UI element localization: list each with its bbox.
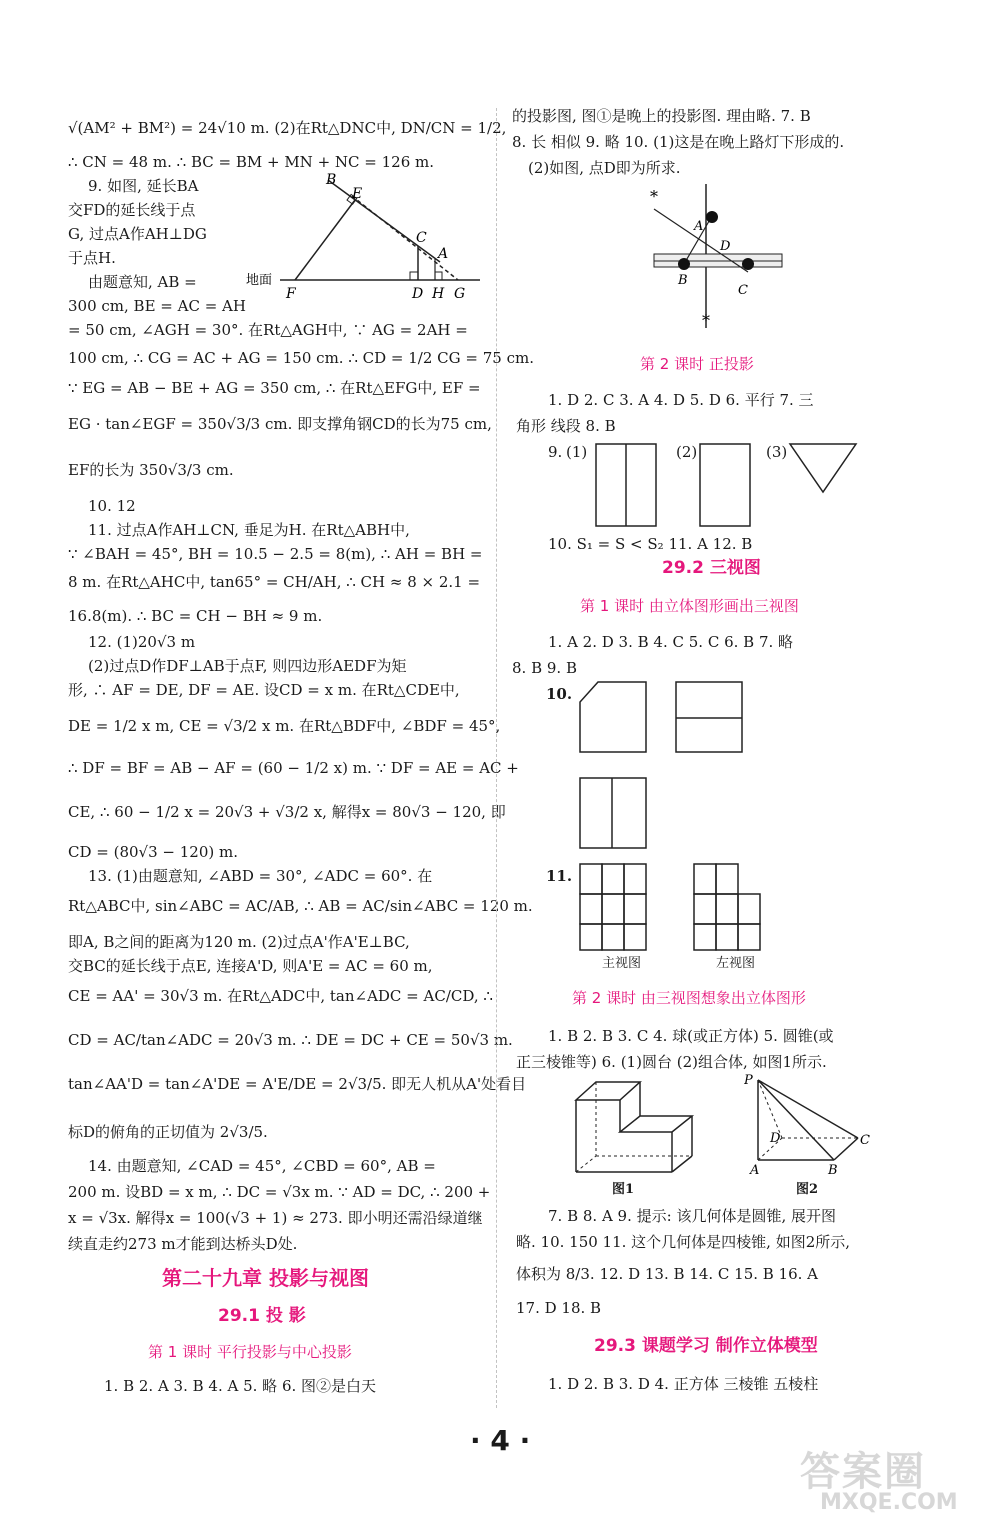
text-line: = 50 cm, ∠AGH = 30°. 在Rt△AGH中, ∵ AG = 2AH = (68, 321, 468, 339)
svg-text:B: B (828, 1163, 838, 1178)
text-line: 于点H. (68, 249, 116, 267)
text-line: 16.8(m). ∴ BC = CH − BH ≈ 9 m. (68, 607, 323, 625)
text-line: 1. D 2. B 3. D 4. 正方体 三棱锥 五棱柱 (548, 1375, 819, 1393)
lesson-title: 第 1 课时 平行投影与中心投影 (148, 1343, 352, 1361)
text-line: CE = AA' = 30√3 m. 在Rt△ADC中, tan∠ADC = AC/CD, ∴ (68, 987, 493, 1005)
question-number: 11. (546, 867, 573, 885)
text-line: 即A, B之间的距离为120 m. (2)过点A'作A'E⊥BC, (68, 933, 410, 951)
fig-label: (1) (566, 443, 588, 461)
label-e: E (352, 186, 363, 202)
view-label: 左视图 (716, 956, 756, 971)
section-title: 29.2 三视图 (662, 558, 761, 578)
chapter-title: 第二十九章 投影与视图 (162, 1266, 369, 1290)
text-line: CD = AC/tan∠ADC = 20√3 m. ∴ DE = DC + CE = 50√3 m. (68, 1031, 513, 1049)
text-line: 的投影图, 图①是晚上的投影图. 理由略. 7. B (512, 107, 811, 125)
svg-text:*: * (650, 187, 658, 206)
text-line: 1. B 2. A 3. B 4. A 5. 略 6. 图②是白天 (104, 1377, 377, 1395)
text-line: (2)过点D作DF⊥AB于点F, 则四边形AEDF为矩 (88, 657, 407, 675)
text-line: tan∠AA'D = tan∠A'DE = A'E/DE = 2√3/5. 即无人机从A'处看目 (68, 1075, 527, 1093)
text-line: 10. 12 (88, 497, 136, 515)
text-line: ∵ EG = AB − BE + AG = 350 cm, ∴ 在Rt△EFG中, EF = (68, 379, 481, 397)
svg-text:A: A (750, 1163, 760, 1178)
lesson-title: 第 2 课时 由三视图想象出立体图形 (572, 989, 806, 1007)
text-line: 体积为 8/3. 12. D 13. B 14. C 15. B 16. A (516, 1265, 819, 1283)
text-line: 13. (1)由题意知, ∠ABD = 30°, ∠ADC = 60°. 在 (88, 867, 433, 885)
text-line: (2)如图, 点D即为所求. (528, 159, 681, 177)
text-line: Rt△ABC中, sin∠ABC = AC/AB, ∴ AB = AC/sin∠ABC = 120 m. (68, 897, 533, 915)
text-line: 略. 10. 150 11. 这个几何体是四棱锥, 如图2所示, (516, 1233, 851, 1251)
q11-views (578, 860, 838, 954)
figure-caption: 图1 (612, 1182, 635, 1197)
figure-2-pyramid (744, 1072, 884, 1178)
svg-text:B: B (678, 273, 688, 288)
label-f: F (286, 286, 296, 300)
section-title: 29.1 投 影 (218, 1306, 306, 1326)
label-d: D (412, 286, 424, 300)
text-line: √(AM² + BM²) = 24√10 m. (2)在Rt△DNC中, DN/CN = 1/2, (68, 119, 507, 137)
text-line: G, 过点A作AH⊥DG (68, 225, 207, 243)
triangle-figure (240, 166, 490, 300)
fig-label: (2) (676, 443, 698, 461)
question-number: 10. (546, 685, 573, 703)
text-line: 1. B 2. B 3. C 4. 球(或正方体) 5. 圆锥(或 (548, 1027, 834, 1045)
text-line: CE, ∴ 60 − 1/2 x = 20√3 + √3/2 x, 解得x = 80√3 − 120, 即 (68, 803, 506, 821)
label-a: A (438, 246, 449, 262)
text-line: 8 m. 在Rt△AHC中, tan65° = CH/AH, ∴ CH ≈ 8 × 2.1 = (68, 573, 481, 591)
text-line: ∴ DF = BF = AB − AF = (60 − 1/2 x) m. ∵ DF = AE = AC + (68, 759, 519, 777)
text-line: 1. A 2. D 3. B 4. C 5. C 6. B 7. 略 (548, 633, 794, 651)
text-line: 200 m. 设BD = x m, ∴ DC = √3x m. ∵ AD = DC, ∴ 200 + (68, 1183, 491, 1201)
text-line: ∵ ∠BAH = 45°, BH = 10.5 − 2.5 = 8(m), ∴ AH = BH = (68, 545, 483, 563)
streetlight-figure (640, 184, 790, 334)
text-line: 100 cm, ∴ CG = AC + AG = 150 cm. ∴ CD = 1/2 CG = 75 cm. (68, 349, 534, 367)
watermark-logo: 答案圈 (800, 1449, 926, 1495)
lesson-title: 第 2 课时 正投影 (640, 355, 754, 373)
svg-text:D: D (770, 1131, 781, 1146)
figure-1-solid (570, 1078, 720, 1178)
text-line: 交FD的延长线于点 (68, 201, 196, 219)
lesson-title: 第 1 课时 由立体图形画出三视图 (580, 597, 799, 615)
svg-text:C: C (860, 1133, 870, 1148)
text-line: 9. (548, 443, 563, 461)
svg-text:D: D (720, 239, 731, 254)
text-line: 7. B 8. A 9. 提示: 该几何体是圆锥, 展开图 (548, 1207, 836, 1225)
text-line: 交BC的延长线于点E, 连接A'D, 则A'E = AC = 60 m, (68, 957, 433, 975)
label-c: C (416, 230, 427, 246)
label-g: G (454, 286, 466, 300)
text-line: 由题意知, AB = (88, 273, 197, 291)
svg-text:C: C (738, 283, 748, 298)
text-line: DE = 1/2 x m, CE = √3/2 x m. 在Rt△BDF中, ∠BDF = 45°, (68, 717, 501, 735)
column-divider (496, 108, 497, 1408)
label-b: B (326, 172, 337, 188)
view-label: 主视图 (602, 956, 642, 971)
svg-text:P: P (744, 1073, 753, 1088)
q9-views (590, 440, 890, 530)
text-line: 正三棱锥等) 6. (1)圆台 (2)组合体, 如图1所示. (516, 1053, 827, 1071)
text-line: EF的长为 350√3/3 cm. (68, 461, 234, 479)
page-number: · 4 · (470, 1424, 531, 1457)
text-line: 1. D 2. C 3. A 4. D 5. D 6. 平行 7. 三 (548, 391, 814, 409)
text-line: 300 cm, BE = AC = AH (68, 297, 246, 315)
svg-text:A: A (694, 219, 704, 234)
watermark-url: MXQE.COM (820, 1490, 958, 1515)
text-line: 17. D 18. B (516, 1299, 602, 1317)
text-line: EG · tan∠EGF = 350√3/3 cm. 即支撑角钢CD的长为75 cm, (68, 415, 492, 433)
text-line: 形, ∴ AF = DE, DF = AE. 设CD = x m. 在Rt△CDE中, (68, 681, 460, 699)
svg-text:*: * (702, 311, 710, 330)
text-line: 8. 长 相似 9. 略 10. (1)这是在晚上路灯下形成的. (512, 133, 845, 151)
text-line: 11. 过点A作AH⊥CN, 垂足为H. 在Rt△ABH中, (88, 521, 410, 539)
text-line: 续直走约273 m才能到达桥头D处. (68, 1235, 298, 1253)
q10-views (576, 680, 766, 860)
text-line: 10. S₁ = S < S₂ 11. A 12. B (548, 535, 753, 553)
text-line: 标D的俯角的正切值为 2√3/5. (68, 1123, 268, 1141)
text-line: 12. (1)20√3 m (88, 633, 196, 651)
text-line: 14. 由题意知, ∠CAD = 45°, ∠CBD = 60°, AB = (88, 1157, 436, 1175)
section-title: 29.3 课题学习 制作立体模型 (594, 1336, 818, 1356)
figure-caption: 图2 (796, 1182, 819, 1197)
label-ground: 地面 (246, 273, 273, 288)
fig-label: (3) (766, 443, 788, 461)
text-line: CD = (80√3 − 120) m. (68, 843, 238, 861)
text-line: 9. 如图, 延长BA (88, 177, 199, 195)
text-line: 8. B 9. B (512, 659, 577, 677)
text-line: x = √3x. 解得x = 100(√3 + 1) ≈ 273. 即小明还需沿绿道继 (68, 1209, 483, 1227)
label-h: H (432, 286, 445, 300)
text-line: ∴ CN = 48 m. ∴ BC = BM + MN + NC = 126 m. (68, 153, 434, 171)
text-line: 角形 线段 8. B (516, 417, 616, 435)
